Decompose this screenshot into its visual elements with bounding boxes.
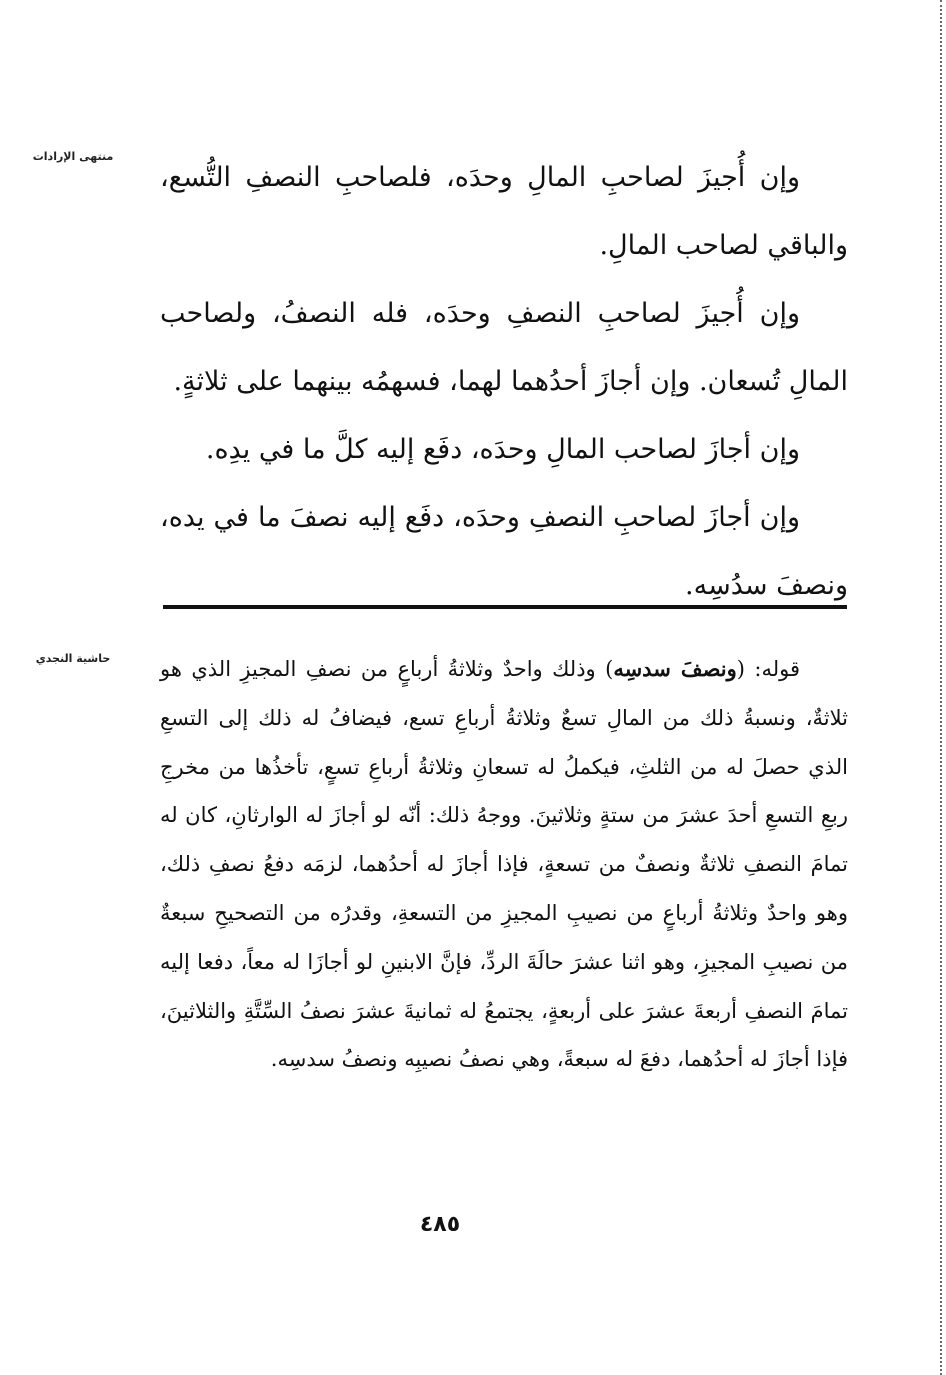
main-paragraph-4: وإن أجازَ لصاحبِ النصفِ وحدَه، دفَع إليه نصفَ ما في يده، ونصفَ سدُسِه. [160,502,848,601]
commentary-lemma-close: ) [605,657,614,681]
commentary-block [160,645,848,1084]
commentary-lemma: ونصفَ سدسِه [613,656,737,681]
main-paragraph-3: وإن أجازَ لصاحب المالِ وحدَه، دفَع إليه كلَّ ما في يدِه. [205,434,800,465]
main-paragraph-1: وإن أُجيزَ لصاحبِ المالِ وحدَه، فلصاحبِ النصفِ التُّسع، والباقي لصاحب المالِ. [160,162,848,261]
main-paragraph-2: وإن أُجيزَ لصاحبِ النصفِ وحدَه، فله النصفُ، ولصاحب المالِ تُسعان. وإن أجازَ أحدُهما لهما، فسهمُه بينهما على ثلاثةٍ. [160,298,848,397]
page-number: ٤٨٥ [419,1212,461,1237]
margin-label-commentary: حاشية النجدي [35,652,111,665]
commentary-text: وذلك واحدٌ وثلاثةُ أرباعٍ من نصفِ المجيزِ الذي هو ثلاثةٌ، ونسبةُ ذلك من المالِ تسعٌ وثلاثةُ أرباعِ تسع، فيضافُ له ذلك إلى التسعِ الذي حصلَ له من الثلثِ، فيكملُ له تسعانِ وثلاثةُ أرباعِ تسعٍ، تأخذُها من مخرجِ ربعِ التسعِ أحدَ عشرَ من ستةٍ وثلاثينَ. ووجهُ ذلك: أنّه لو أجازَ له الوارثانِ، كان له تمامَ النصفِ ثلاثةٌ ونصفٌ من تسعةٍ، فإذا أجازَ له أحدُهما، لزمَه دفعُ نصفِ ذلك، وهو واحدٌ وثلاثةُ أرباعٍ من نصيبِ المجيزِ من التسعةِ، وقدرُه من التصحيحِ سبعةٌ من نصيبِ المجيزِ، وهو اثنا عشرَ حالَةَ الردِّ، فإنَّ الابنينِ لو أجازَا له معاً، دفعا إليه تمامَ النصفِ أربعةَ عشرَ على أربعةٍ، يجتمعُ له ثمانيةَ عشرَ نصفُ السِّتَّةِ والثلاثينَ، فإذا أجازَ له أحدُهما، دفعَ له سبعةً، وهي نصفُ نصيبِه ونصفُ سدسِه. [160,657,848,1072]
main-text-block [160,144,848,620]
margin-label-main-text: منتهى الإرادات [32,150,114,163]
commentary-prefix: قوله: ( [736,657,800,681]
section-separator-rule [163,605,847,609]
page-edge-dotted-border [940,0,942,1375]
